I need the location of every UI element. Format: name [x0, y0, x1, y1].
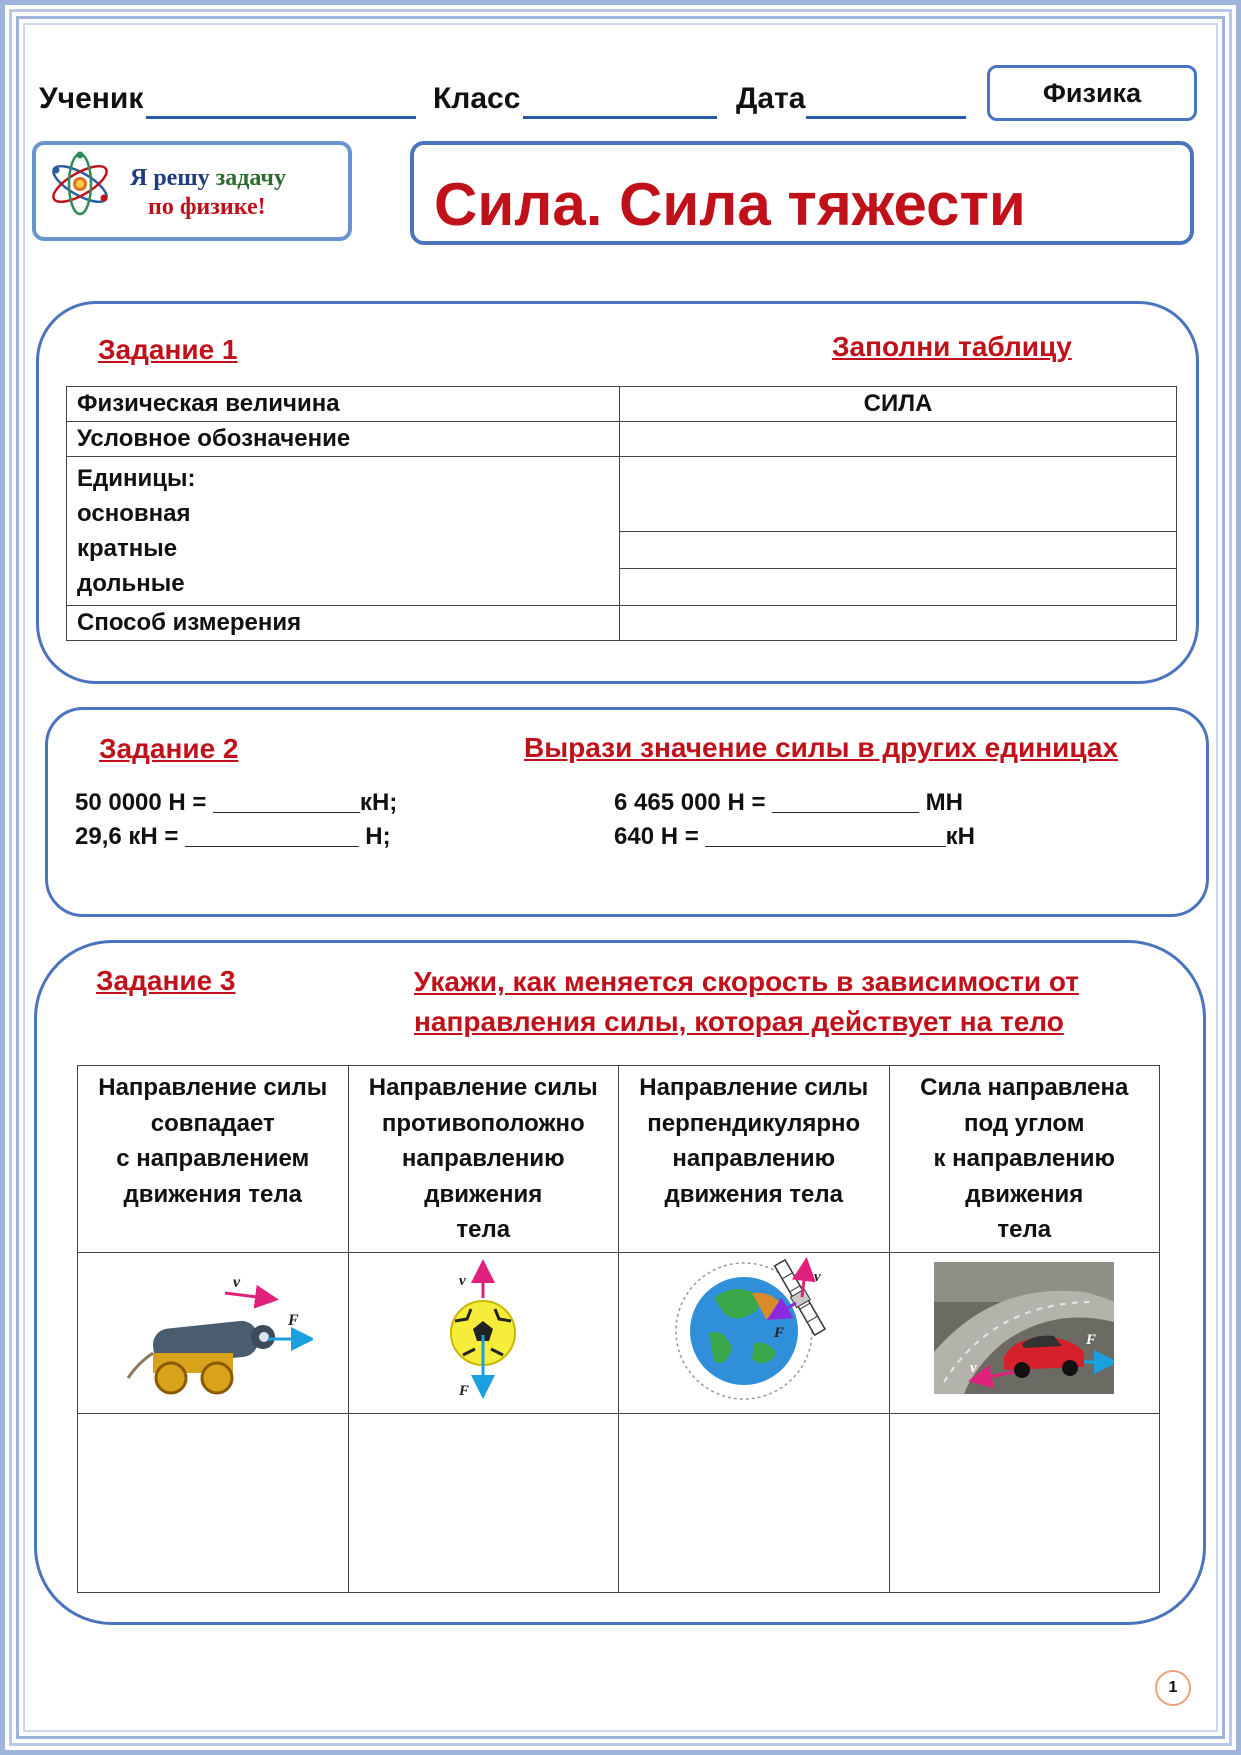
- student-name-line[interactable]: [146, 116, 416, 119]
- vector-v-label: v: [459, 1272, 466, 1289]
- col4-answer-cell[interactable]: [889, 1414, 1160, 1593]
- vector-v-label: v: [970, 1359, 977, 1376]
- cannon-illustration: [113, 1253, 313, 1403]
- col4-header-line: тела: [997, 1216, 1052, 1243]
- col1-header: [78, 1066, 349, 1253]
- class-line[interactable]: [523, 116, 717, 119]
- car-image-cell: [889, 1252, 1160, 1414]
- row-units-fractional-answer[interactable]: [620, 569, 1177, 606]
- student-label: Ученик: [39, 82, 144, 115]
- row-symbol-label: Условное обозначение: [67, 422, 620, 457]
- col4-header-line: движения: [965, 1180, 1084, 1208]
- col2-header-line: движения: [424, 1180, 543, 1208]
- col3-header-line: перпендикулярно: [647, 1109, 861, 1137]
- col1-header-line: Направление силы: [98, 1074, 328, 1101]
- equation-2[interactable]: 29,6 кН = _____________ Н;: [75, 823, 391, 850]
- col4-header-line: под углом: [963, 1109, 1085, 1137]
- logo-text-line2: по физике!: [148, 194, 266, 220]
- task1-instruction: Заполни таблицу: [832, 331, 1072, 362]
- row-units-label: [67, 457, 620, 606]
- col3-header: [619, 1066, 890, 1253]
- col2-header-line: тела: [456, 1216, 511, 1243]
- task3-instruction-line1: Укажи, как меняется скорость в зависимости от: [414, 966, 1079, 997]
- col4-header-line: к направлению: [933, 1145, 1115, 1172]
- col3-header-line: движения тела: [664, 1180, 843, 1208]
- equation-4[interactable]: 640 Н = __________________кН: [614, 823, 975, 850]
- vector-v-label: v: [232, 1273, 240, 1291]
- row-quantity-value: СИЛА: [620, 387, 1177, 422]
- logo-text-line1: Я решу задачу: [130, 165, 286, 191]
- task3-instruction-line2: направления силы, которая действует на тело: [414, 1006, 1064, 1037]
- row-units-multiple-answer[interactable]: [620, 532, 1177, 569]
- col1-header-line: движения тела: [123, 1180, 302, 1208]
- page-title: Сила. Сила тяжести: [434, 171, 1026, 238]
- col3-answer-cell[interactable]: [619, 1414, 890, 1593]
- units-base: основная: [77, 500, 191, 527]
- vector-f-label: F: [773, 1324, 784, 1341]
- earth-image-cell: [619, 1252, 890, 1414]
- units-multiple: кратные: [77, 535, 178, 562]
- row-units-base-answer[interactable]: [620, 457, 1177, 532]
- col2-header-line: направлению: [401, 1145, 565, 1172]
- vector-f-label: F: [459, 1382, 470, 1399]
- task3-label: Задание 3: [96, 965, 236, 996]
- row-symbol-answer[interactable]: [620, 422, 1177, 457]
- col4-header-line: Сила направлена: [920, 1074, 1129, 1101]
- equation-3[interactable]: 6 465 000 Н = ___________ МН: [614, 789, 963, 816]
- col1-header-line: совпадает: [150, 1109, 275, 1137]
- earth-satellite-illustration: [654, 1253, 854, 1403]
- subject-badge: Физика: [987, 65, 1197, 121]
- car-illustration: [934, 1262, 1114, 1394]
- col2-answer-cell[interactable]: [348, 1414, 619, 1593]
- vector-f-label: F: [287, 1311, 299, 1329]
- vector-v-label: v: [813, 1268, 821, 1285]
- equation-1[interactable]: 50 0000 Н = ___________кН;: [75, 789, 398, 816]
- task2-instruction: Вырази значение силы в других единицах: [524, 732, 1119, 763]
- ball-illustration: [423, 1253, 543, 1403]
- row-method-answer[interactable]: [620, 606, 1177, 641]
- col2-header-line: противоположно: [381, 1109, 585, 1137]
- atom-icon: [46, 150, 114, 218]
- col4-header: [889, 1066, 1160, 1253]
- col1-answer-cell[interactable]: [78, 1414, 349, 1593]
- units-heading: Единицы:: [77, 465, 196, 492]
- col3-header-line: Направление силы: [639, 1074, 869, 1101]
- row-quantity-label: Физическая величина: [67, 387, 620, 422]
- date-label: Дата: [736, 82, 806, 115]
- task1-table: [66, 386, 1177, 641]
- ball-image-cell: [348, 1252, 619, 1414]
- row-method-label: Способ измерения: [67, 606, 620, 641]
- task1-label: Задание 1: [98, 334, 238, 365]
- col3-header-line: направлению: [672, 1145, 836, 1172]
- units-fractional: дольные: [77, 570, 185, 597]
- cannon-image-cell: [78, 1252, 349, 1414]
- task2-label: Задание 2: [99, 733, 239, 764]
- col1-header-line: с направлением: [116, 1145, 310, 1172]
- class-label: Класс: [433, 82, 521, 115]
- col2-header: [348, 1066, 619, 1253]
- page-number: 1: [1155, 1670, 1191, 1706]
- task3-table: [77, 1065, 1160, 1593]
- vector-f-label: F: [1086, 1331, 1097, 1348]
- col2-header-line: Направление силы: [368, 1074, 598, 1101]
- date-line[interactable]: [806, 116, 966, 119]
